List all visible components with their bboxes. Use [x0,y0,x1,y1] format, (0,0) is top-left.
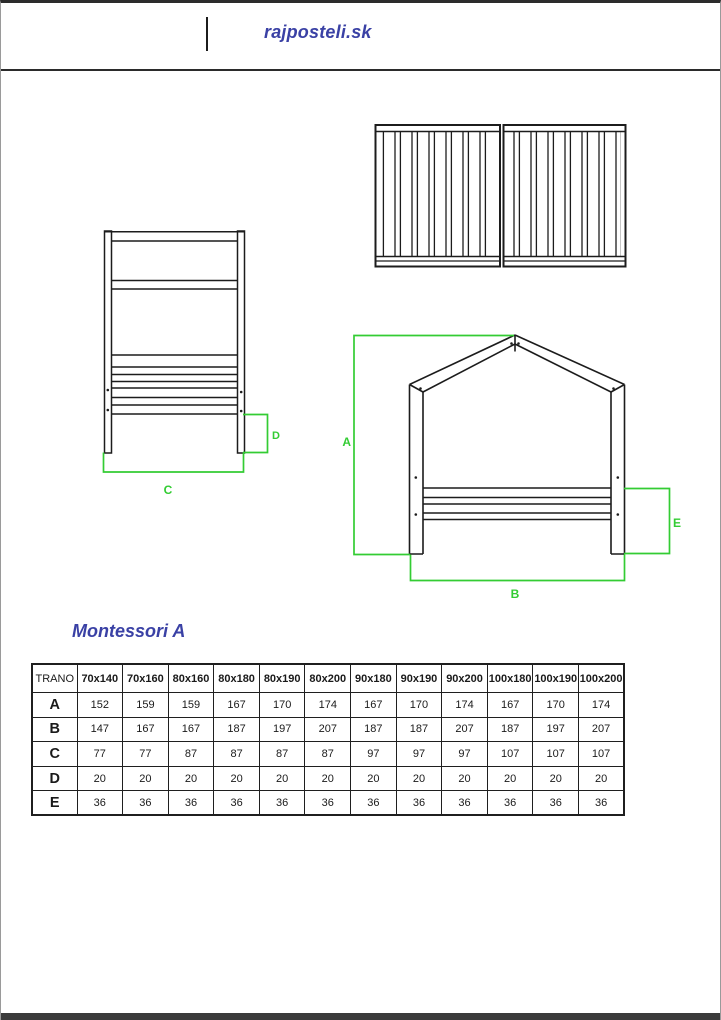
dimension-value-cell: 207 [442,717,488,742]
dimension-value-cell: 77 [77,742,123,767]
size-column-header: 100x190 [533,664,579,693]
dimension-value-cell: 36 [442,791,488,816]
dimensions-table [31,663,625,816]
dimension-value-cell: 187 [396,717,442,742]
dimension-value-cell: 207 [305,717,351,742]
dimensions-table-wrap [31,663,625,816]
dimension-a-line [354,336,514,555]
size-column-header: 100x180 [487,664,533,693]
row-label: D [32,766,77,791]
dimension-value-cell: 36 [77,791,123,816]
dimension-value-cell: 36 [168,791,214,816]
dimension-value-cell: 174 [579,693,625,718]
dimension-value-cell: 167 [487,693,533,718]
dimension-value-cell: 20 [123,766,169,791]
size-column-header: 80x180 [214,664,260,693]
dimension-a-label: A [342,435,351,449]
dimension-value-cell: 97 [396,742,442,767]
dimension-value-cell: 87 [214,742,260,767]
dimension-value-cell: 167 [214,693,260,718]
dimension-value-cell: 36 [487,791,533,816]
dimension-value-cell: 20 [487,766,533,791]
size-column-header: 70x140 [77,664,123,693]
dimension-value-cell: 36 [259,791,305,816]
dimension-value-cell: 107 [533,742,579,767]
front-view-drawing [410,335,625,554]
size-column-header: 80x200 [305,664,351,693]
side-view-drawing [105,231,245,453]
dimension-value-cell: 36 [579,791,625,816]
size-column-header: 90x200 [442,664,488,693]
dimension-value-cell: 167 [123,717,169,742]
dimension-value-cell: 97 [351,742,397,767]
dimension-value-cell: 167 [351,693,397,718]
dimension-value-cell: 167 [168,717,214,742]
logo-text: rajposteli.sk [264,22,372,42]
table-row [32,791,624,816]
dimension-value-cell: 20 [168,766,214,791]
table-corner-cell: TRANO [32,664,77,693]
dimension-value-cell: 20 [77,766,123,791]
dimension-value-cell: 20 [305,766,351,791]
slatted-base-drawing [376,125,626,267]
size-column-header: 100x200 [579,664,625,693]
row-label: C [32,742,77,767]
dimension-value-cell: 36 [123,791,169,816]
dimension-value-cell: 187 [351,717,397,742]
dimension-value-cell: 20 [579,766,625,791]
dimension-value-cell: 20 [442,766,488,791]
dimension-d-line [243,415,268,453]
dimension-value-cell: 159 [123,693,169,718]
dimension-b-line [411,555,625,581]
dimension-value-cell: 36 [305,791,351,816]
dimension-value-cell: 77 [123,742,169,767]
table-row [32,717,624,742]
dimension-value-cell: 197 [533,717,579,742]
technical-drawing [1,73,721,618]
dimension-value-cell: 20 [214,766,260,791]
screw-dots [107,389,243,413]
size-column-header: 80x160 [168,664,214,693]
dimension-value-cell: 87 [305,742,351,767]
size-column-header: 70x160 [123,664,169,693]
dimension-value-cell: 20 [351,766,397,791]
dimension-value-cell: 147 [77,717,123,742]
dimension-d-label: D [272,430,280,442]
table-row [32,742,624,767]
dimension-value-cell: 152 [77,693,123,718]
dimension-value-cell: 170 [396,693,442,718]
dimension-value-cell: 36 [533,791,579,816]
dimension-value-cell: 36 [351,791,397,816]
header-rule [1,69,721,71]
dimension-value-cell: 36 [214,791,260,816]
dimension-b-label: B [510,587,520,601]
dimension-value-cell: 159 [168,693,214,718]
row-label: E [32,791,77,816]
section-title: Montessori A [72,621,186,641]
dimension-e-line [624,489,670,554]
size-column-header: 80x190 [259,664,305,693]
dimension-value-cell: 20 [259,766,305,791]
size-column-header: 90x190 [396,664,442,693]
dimension-value-cell: 87 [168,742,214,767]
header-divider-line [206,17,208,51]
dimension-c-label: C [163,483,173,497]
row-label: B [32,717,77,742]
dimension-value-cell: 207 [579,717,625,742]
dimension-value-cell: 170 [259,693,305,718]
dimension-value-cell: 97 [442,742,488,767]
page-footer-bar [1,1013,721,1020]
dimension-value-cell: 187 [487,717,533,742]
dimension-value-cell: 174 [442,693,488,718]
dimension-value-cell: 36 [396,791,442,816]
dimension-value-cell: 170 [533,693,579,718]
dimension-c-line [104,453,244,473]
table-row [32,766,624,791]
dimension-e-label: E [673,516,682,530]
dimension-value-cell: 107 [487,742,533,767]
dimension-value-cell: 20 [533,766,579,791]
dimension-value-cell: 87 [259,742,305,767]
dimension-value-cell: 197 [259,717,305,742]
dimension-value-cell: 174 [305,693,351,718]
size-column-header: 90x180 [351,664,397,693]
table-row [32,693,624,718]
dimension-value-cell: 20 [396,766,442,791]
row-label: A [32,693,77,718]
dimension-value-cell: 187 [214,717,260,742]
dimension-value-cell: 107 [579,742,625,767]
